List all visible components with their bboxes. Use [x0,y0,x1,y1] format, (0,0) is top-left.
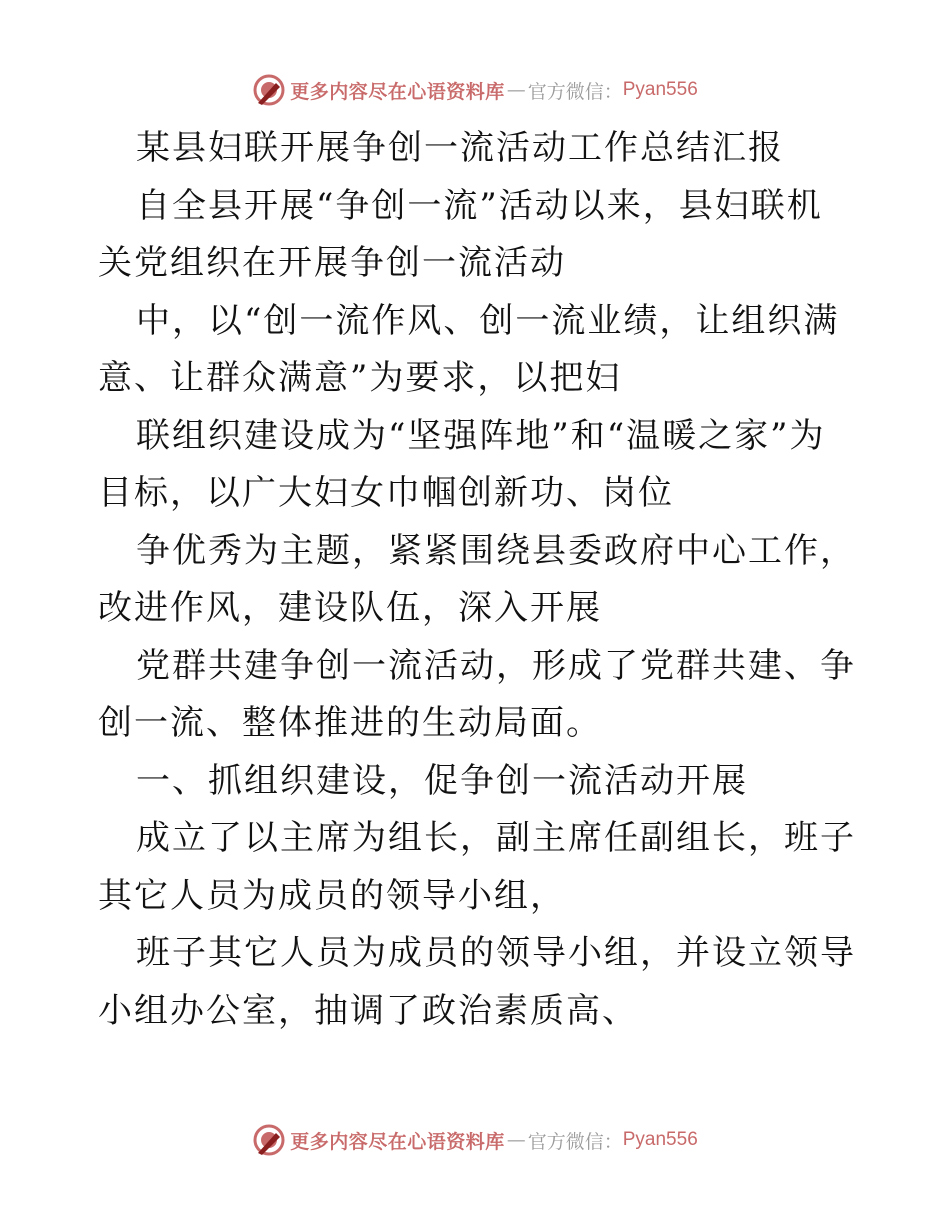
watermark-separator: — [506,1129,526,1151]
paragraph: 争优秀为主题，紧紧围绕县委政府中心工作，改进作风，建设队伍，深入开展 [98,530,856,628]
watermark-text: 更多内容尽在心语资料库 [290,80,505,103]
paragraph: 联组织建设成为“坚强阵地”和“温暖之家”为目标，以广大妇女巾帼创新功、岗位 [98,415,826,513]
paragraph: 成立了以主席为组长，副主席任副组长，班子其它人员为成员的领导小组， [98,818,856,916]
pen-logo-icon [252,73,286,107]
watermark-label: 官方微信： [527,1130,623,1153]
paragraph: 中，以“创一流作风、创一流业绩，让组织满意、让群众满意”为要求，以把妇 [98,300,840,398]
document-body [98,120,858,1040]
paragraph: 党群共建争创一流活动，形成了党群共建、争创一流、整体推进的生动局面。 [98,645,856,743]
footer-watermark [0,1120,950,1160]
watermark-id: Pyan556 [622,1129,698,1150]
watermark-label: 官方微信： [527,80,623,103]
paragraph: 自全县开展“争创一流”活动以来，县妇联机关党组织在开展争创一流活动 [98,185,823,283]
section-heading: 一、抓组织建设，促争创一流活动开展 [136,760,748,801]
watermark-separator: — [506,79,526,101]
paragraph: 班子其它人员为成员的领导小组，并设立领导小组办公室，抽调了政治素质高、 [98,933,856,1031]
header-watermark [0,70,950,110]
watermark-id: Pyan556 [622,79,698,100]
document-title: 某县妇联开展争创一流活动工作总结汇报 [136,128,784,168]
watermark-text: 更多内容尽在心语资料库 [290,1130,505,1153]
pen-logo-icon [252,1123,286,1157]
